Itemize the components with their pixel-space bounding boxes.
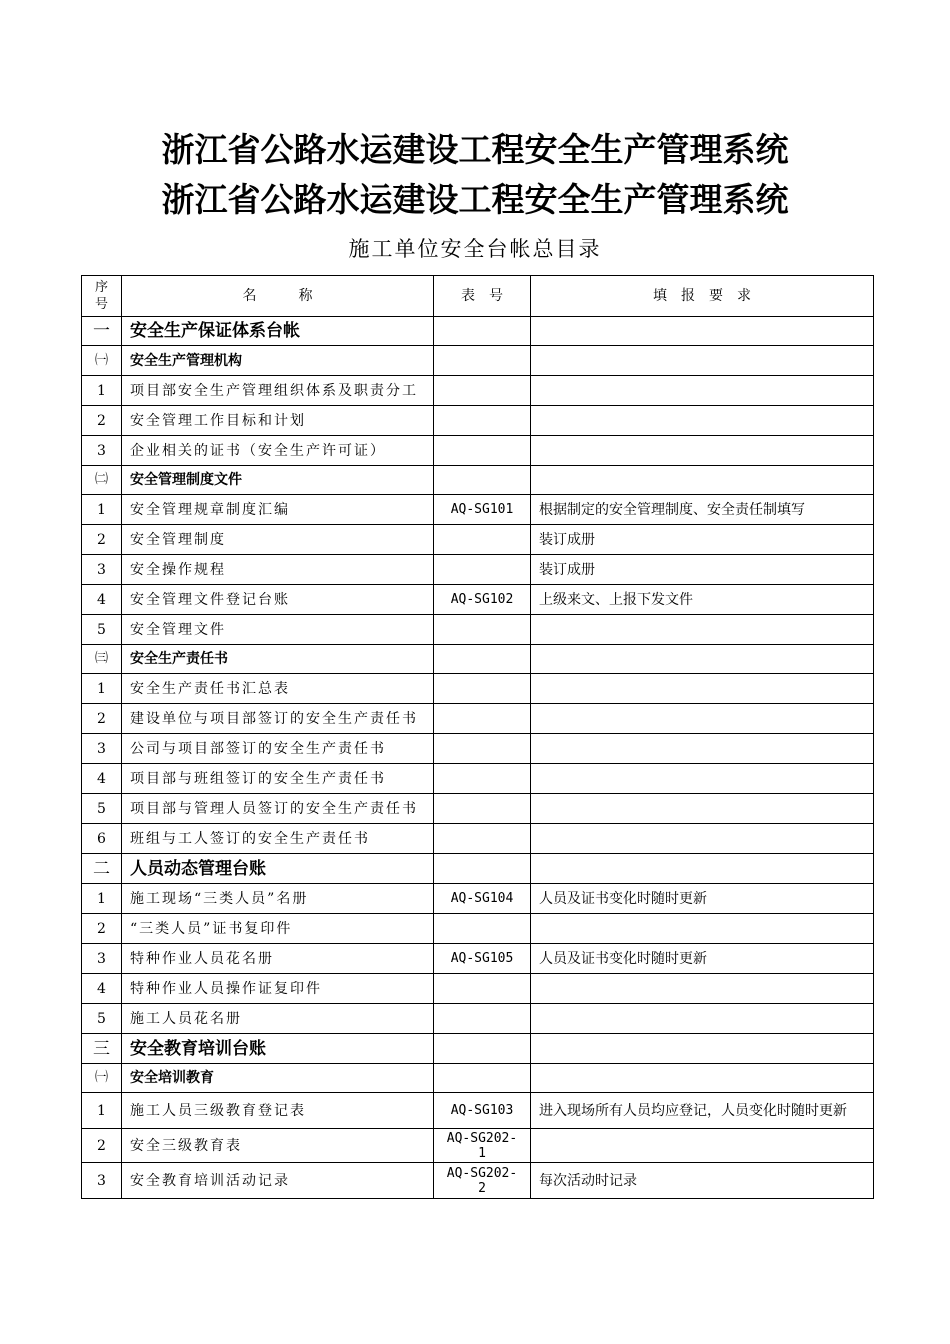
- table-header-row: [82, 276, 874, 317]
- table-row: [82, 436, 874, 466]
- row-name: 施工人员三级教育登记表: [122, 1093, 434, 1129]
- header-requirement: 填 报 要 求: [531, 276, 874, 317]
- row-number: 4: [82, 974, 122, 1004]
- row-code: AQ-SG105: [434, 944, 531, 974]
- table-body: [82, 317, 874, 1199]
- row-name: 项目部与班组签订的安全生产责任书: [122, 764, 434, 794]
- row-name: 项目部与管理人员签订的安全生产责任书: [122, 794, 434, 824]
- row-name: 建设单位与项目部签订的安全生产责任书: [122, 704, 434, 734]
- table-row: [82, 884, 874, 914]
- row-number: 3: [82, 734, 122, 764]
- row-name: 安全管理文件: [122, 615, 434, 645]
- row-number: 4: [82, 585, 122, 615]
- table-row: [82, 585, 874, 615]
- row-name: “三类人员”证书复印件: [122, 914, 434, 944]
- row-code: [434, 555, 531, 585]
- row-number: 5: [82, 794, 122, 824]
- row-code: AQ-SG101: [434, 495, 531, 525]
- row-name: 安全三级教育表: [122, 1129, 434, 1163]
- row-requirement: [531, 734, 874, 764]
- row-number: 6: [82, 824, 122, 854]
- row-number: 二: [82, 854, 122, 884]
- row-requirement: [531, 406, 874, 436]
- row-name: 安全管理制度: [122, 525, 434, 555]
- subsection-row: [82, 466, 874, 495]
- row-code: AQ-SG104: [434, 884, 531, 914]
- row-number: 2: [82, 1129, 122, 1163]
- section-row: [82, 854, 874, 884]
- row-name: 公司与项目部签订的安全生产责任书: [122, 734, 434, 764]
- row-requirement: [531, 1004, 874, 1034]
- row-requirement: [531, 974, 874, 1004]
- row-code: [434, 346, 531, 376]
- row-requirement: [531, 317, 874, 346]
- row-number: ㈡: [82, 466, 122, 495]
- header-name: 名 称: [122, 276, 434, 317]
- table-row: [82, 525, 874, 555]
- section-row: [82, 1034, 874, 1064]
- row-name: 安全管理制度文件: [122, 466, 434, 495]
- row-requirement: 人员及证书变化时随时更新: [531, 884, 874, 914]
- section-row: [82, 317, 874, 346]
- row-requirement: [531, 615, 874, 645]
- row-requirement: [531, 346, 874, 376]
- table-row: [82, 406, 874, 436]
- row-number: 1: [82, 495, 122, 525]
- row-name: 安全教育培训台账: [122, 1034, 434, 1064]
- row-requirement: 装订成册: [531, 555, 874, 585]
- row-number: 5: [82, 615, 122, 645]
- row-number: 2: [82, 406, 122, 436]
- row-requirement: [531, 704, 874, 734]
- row-name: 安全教育培训活动记录: [122, 1163, 434, 1199]
- table-row: [82, 1163, 874, 1199]
- row-number: 3: [82, 436, 122, 466]
- table-row: [82, 376, 874, 406]
- row-code: [434, 734, 531, 764]
- row-requirement: [531, 824, 874, 854]
- row-requirement: [531, 914, 874, 944]
- row-code: [434, 794, 531, 824]
- row-requirement: 根据制定的安全管理制度、安全责任制填写: [531, 495, 874, 525]
- row-code: [434, 824, 531, 854]
- table-row: [82, 824, 874, 854]
- row-number: ㈠: [82, 346, 122, 376]
- row-requirement: 人员及证书变化时随时更新: [531, 944, 874, 974]
- row-code: [434, 525, 531, 555]
- row-code: AQ-SG103: [434, 1093, 531, 1129]
- row-code: [434, 704, 531, 734]
- row-requirement: [531, 376, 874, 406]
- catalog-table: [81, 275, 874, 1199]
- table-row: [82, 615, 874, 645]
- header-no-line2: 号: [94, 297, 108, 312]
- header-no-line1: 序: [94, 280, 108, 295]
- row-name: 安全生产责任书汇总表: [122, 674, 434, 704]
- row-code: AQ-SG202-1: [434, 1129, 531, 1163]
- row-name: 特种作业人员花名册: [122, 944, 434, 974]
- row-requirement: [531, 794, 874, 824]
- row-number: 一: [82, 317, 122, 346]
- row-requirement: 进入现场所有人员均应登记，人员变化时随时更新: [531, 1093, 874, 1129]
- row-name: 企业相关的证书（安全生产许可证）: [122, 436, 434, 466]
- row-code: [434, 317, 531, 346]
- row-name: 安全生产管理机构: [122, 346, 434, 376]
- table-row: [82, 794, 874, 824]
- table-row: [82, 1004, 874, 1034]
- row-code: [434, 406, 531, 436]
- table-row: [82, 1129, 874, 1163]
- row-name: 安全操作规程: [122, 555, 434, 585]
- row-number: ㈢: [82, 645, 122, 674]
- row-name: 施工现场“三类人员”名册: [122, 884, 434, 914]
- header-code: 表 号: [434, 276, 531, 317]
- row-code: [434, 914, 531, 944]
- row-code: [434, 854, 531, 884]
- row-code: [434, 436, 531, 466]
- row-name: 安全生产保证体系台帐: [122, 317, 434, 346]
- row-requirement: [531, 1064, 874, 1093]
- row-requirement: [531, 1129, 874, 1163]
- row-number: 2: [82, 704, 122, 734]
- row-requirement: 每次活动时记录: [531, 1163, 874, 1199]
- row-requirement: [531, 674, 874, 704]
- row-code: [434, 674, 531, 704]
- row-number: 1: [82, 1093, 122, 1129]
- row-number: 1: [82, 376, 122, 406]
- page-title: 浙江省公路水运建设工程安全生产管理系统: [161, 130, 789, 169]
- row-number: 4: [82, 764, 122, 794]
- row-name: 施工人员花名册: [122, 1004, 434, 1034]
- row-requirement: [531, 466, 874, 495]
- row-number: ㈠: [82, 1064, 122, 1093]
- row-name: 安全管理文件登记台账: [122, 585, 434, 615]
- table-row: [82, 495, 874, 525]
- row-name: 人员动态管理台账: [122, 854, 434, 884]
- subsection-row: [82, 1064, 874, 1093]
- subsection-row: [82, 645, 874, 674]
- row-requirement: [531, 854, 874, 884]
- table-row: [82, 764, 874, 794]
- row-name: 安全培训教育: [122, 1064, 434, 1093]
- table-row: [82, 974, 874, 1004]
- row-requirement: [531, 436, 874, 466]
- table-row: [82, 914, 874, 944]
- row-code: AQ-SG102: [434, 585, 531, 615]
- row-name: 班组与工人签订的安全生产责任书: [122, 824, 434, 854]
- row-code: AQ-SG202-2: [434, 1163, 531, 1199]
- table-row: [82, 1093, 874, 1129]
- row-code: [434, 645, 531, 674]
- page-subtitle: 施工单位安全台帐总目录: [348, 237, 602, 261]
- table-row: [82, 704, 874, 734]
- row-requirement: 装订成册: [531, 525, 874, 555]
- subsection-row: [82, 346, 874, 376]
- header-no: [82, 276, 122, 317]
- table-row: [82, 674, 874, 704]
- row-code: [434, 1064, 531, 1093]
- row-number: 3: [82, 555, 122, 585]
- table-row: [82, 944, 874, 974]
- row-code: [434, 1004, 531, 1034]
- row-requirement: 上级来文、上报下发文件: [531, 585, 874, 615]
- row-code: [434, 764, 531, 794]
- table-row: [82, 555, 874, 585]
- row-requirement: [531, 645, 874, 674]
- row-name: 安全管理工作目标和计划: [122, 406, 434, 436]
- row-requirement: [531, 764, 874, 794]
- row-name: 安全生产责任书: [122, 645, 434, 674]
- row-number: 2: [82, 914, 122, 944]
- row-code: [434, 615, 531, 645]
- row-requirement: [531, 1034, 874, 1064]
- page-title-repeat: 浙江省公路水运建设工程安全生产管理系统: [161, 180, 789, 219]
- row-number: 三: [82, 1034, 122, 1064]
- row-number: 2: [82, 525, 122, 555]
- row-number: 3: [82, 944, 122, 974]
- row-code: [434, 1034, 531, 1064]
- row-name: 安全管理规章制度汇编: [122, 495, 434, 525]
- row-name: 特种作业人员操作证复印件: [122, 974, 434, 1004]
- row-code: [434, 974, 531, 1004]
- row-name: 项目部安全生产管理组织体系及职责分工: [122, 376, 434, 406]
- row-code: [434, 376, 531, 406]
- row-code: [434, 466, 531, 495]
- row-number: 5: [82, 1004, 122, 1034]
- table-row: [82, 734, 874, 764]
- row-number: 1: [82, 884, 122, 914]
- row-number: 3: [82, 1163, 122, 1199]
- row-number: 1: [82, 674, 122, 704]
